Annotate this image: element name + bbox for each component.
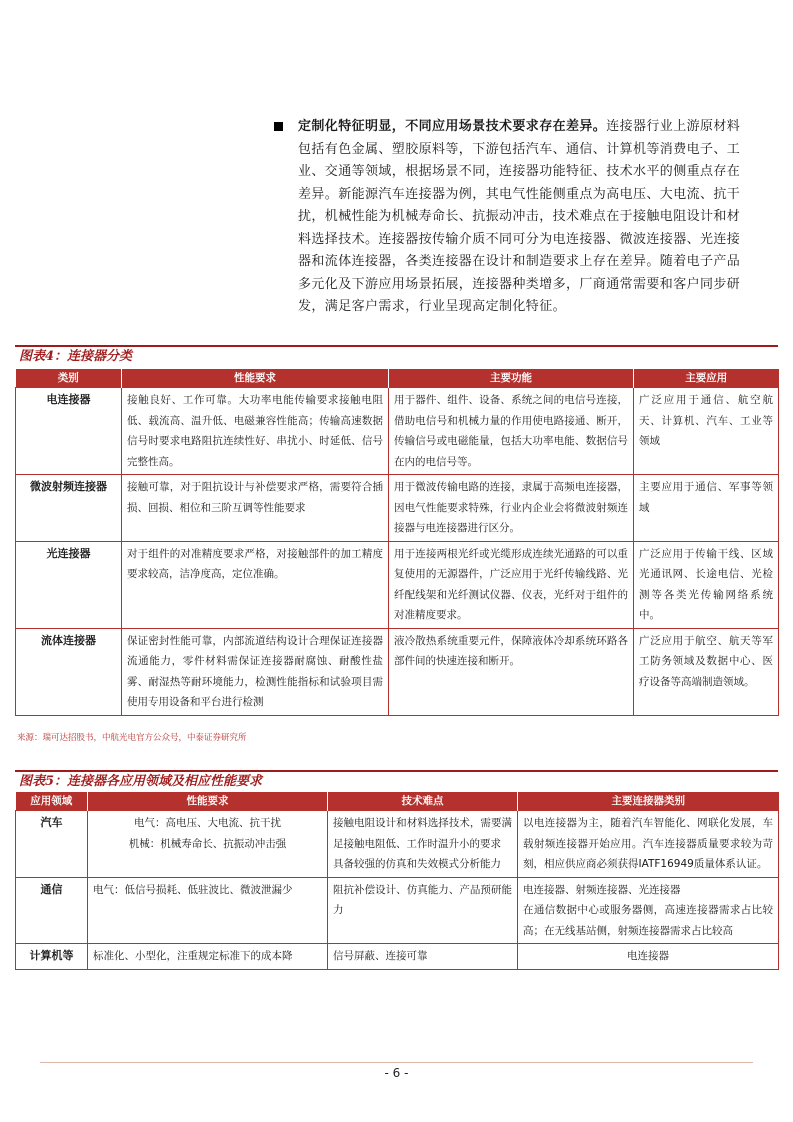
header-performance: 性能要求 <box>122 369 389 388</box>
function-cell: 用于器件、组件、设备、系统之间的电信号连接，借助电信号和机械力量的作用使电路接通、断开，传输信号或电磁能量，包括大功率电能、数据信号在内的电信号等。 <box>389 388 634 475</box>
performance-cell: 保证密封性能可靠，内部流道结构设计合理保证连接器流通能力，零件材料需保证连接器耐腐蚀、耐酸性盐雾、耐湿热等耐环境能力，检测性能指标和试验项目需使用专用设备和平台进行检测 <box>122 628 389 715</box>
application-cell: 广泛应用于传输干线、区域光通讯网、长途电信、光检测等各类光传输网络系统中。 <box>634 541 779 628</box>
page-number: - 6 - <box>384 1066 409 1080</box>
performance-line: 电气：高电压、大电流、抗干扰 <box>134 817 281 829</box>
figure4-table <box>15 369 779 716</box>
table-row <box>16 388 779 475</box>
performance-line: 电气：低信号损耗、低驻波比、微波泄漏少 <box>93 883 293 896</box>
table-row <box>16 811 779 878</box>
category-cell: 微波射频连接器 <box>16 475 122 542</box>
header-function: 主要功能 <box>389 369 634 388</box>
performance-cell <box>88 811 328 878</box>
intro-body: 连接器行业上游原材料包括有色金属、塑胶原料等，下游包括汽车、通信、计算机等消费电子、工业、交通等领域，根据场景不同，连接器功能特征、技术水平的侧重点存在差异。新能源汽车连接器为例，其电气性能侧重点为高电压、大电流、抗干扰，机械性能为机械寿命长、抗振动冲击，技术难点在于接触电阻设计和材料选择技术。连接器按传输介质不同可分为电连接器、微波连接器、光连接器和流体连接器，各类连接器在设计和制造要求上存在差异。随着电子产品多元化及下游应用场景拓展，连接器种类增多，厂商通常需要和客户同步研发，满足客户需求，行业呈现高定制化特征。 <box>298 119 741 314</box>
header-field: 应用领域 <box>16 792 88 811</box>
figure5-table <box>15 792 779 970</box>
table-row <box>16 628 779 715</box>
application-cell: 广泛应用于航空、航天等军工防务领域及数据中心、医疗设备等高端制造领域。 <box>634 628 779 715</box>
table-row <box>16 877 779 944</box>
application-cell: 广泛应用于通信、航空航天、计算机、汽车、工业等领域 <box>634 388 779 475</box>
connector-category-cell <box>518 811 779 878</box>
table-row <box>16 475 779 542</box>
connector-category-cell <box>518 877 779 944</box>
performance-line: 标准化、小型化，注重规定标准下的成本降 <box>93 950 293 962</box>
function-cell: 用于连接两根光纤或光缆形成连续光通路的可以重复使用的无源器件，广泛应用于光纤传输线路、光纤配线架和光纤测试仪器、仪表，光纤对于组件的对准精度要求。 <box>389 541 634 628</box>
table-header-row <box>16 369 779 388</box>
field-cell: 通信 <box>16 877 88 944</box>
category-line: 电连接器 <box>627 950 669 962</box>
figure4-source: 来源：瑞可达招股书，中航光电官方公众号，中泰证券研究所 <box>17 733 247 743</box>
difficulty-line: 接触电阻设计和材料选择技术，需要满足接触电阻低、工作时温升小的要求 <box>333 817 512 850</box>
difficulty-line: 信号屏蔽、连接可靠 <box>333 950 428 962</box>
difficulty-line: 阻抗补偿设计、仿真能力、产品预研能力 <box>333 883 512 916</box>
header-connector-category: 主要连接器类别 <box>518 792 779 811</box>
intro-text <box>298 116 748 319</box>
category-line: 电连接器、射频连接器、光连接器 <box>523 883 681 896</box>
category-cell: 光连接器 <box>16 541 122 628</box>
table-header-row <box>16 792 779 811</box>
square-bullet-icon <box>274 122 283 131</box>
header-category: 类别 <box>16 369 122 388</box>
figure4-title: 图表4：连接器分类 <box>15 345 778 365</box>
performance-cell <box>88 944 328 970</box>
application-cell: 主要应用于通信、军事等领域 <box>634 475 779 542</box>
performance-cell: 接触良好、工作可靠。大功率电能传输要求接触电阻低、载流高、温升低、电磁兼容性能高；传输高速数据信号时要求电路阻抗连续性好、串扰小、时延低、信号完整性高。 <box>122 388 389 475</box>
header-difficulty: 技术难点 <box>328 792 518 811</box>
header-performance: 性能要求 <box>88 792 328 811</box>
difficulty-cell <box>328 944 518 970</box>
table-row <box>16 944 779 970</box>
field-cell: 汽车 <box>16 811 88 878</box>
connector-category-cell <box>518 944 779 970</box>
difficulty-cell <box>328 877 518 944</box>
category-line: 在通信数据中心或服务器侧，高速连接器需求占比较高；在无线基站侧，射频连接器需求占比较高 <box>523 904 773 937</box>
category-cell: 流体连接器 <box>16 628 122 715</box>
difficulty-cell <box>328 811 518 878</box>
header-application: 主要应用 <box>634 369 779 388</box>
table-row <box>16 541 779 628</box>
category-line: 以电连接器为主，随着汽车智能化、网联化发展，车载射频连接器开始应用。汽车连接器质量要求较为苛刻，相应供应商必须获得IATF16949质量体系认证。 <box>523 817 773 870</box>
footer-divider <box>40 1062 753 1063</box>
intro-paragraph <box>274 116 748 319</box>
function-cell: 液冷散热系统重要元件，保障液体冷却系统环路各部件间的快速连接和断开。 <box>389 628 634 715</box>
performance-cell <box>88 877 328 944</box>
difficulty-line: 具备较强的仿真和失效模式分析能力 <box>333 858 501 870</box>
intro-lead: 定制化特征明显，不同应用场景技术要求存在差异。 <box>298 119 607 134</box>
performance-cell: 接触可靠，对于阻抗设计与补偿要求严格，需要符合插损、回损、相位和三阶互调等性能要求 <box>122 475 389 542</box>
function-cell: 用于微波传输电路的连接，隶属于高频电连接器，因电气性能要求特殊，行业内企业会将微波射频连接器与电连接器进行区分。 <box>389 475 634 542</box>
figure5-title: 图表5：连接器各应用领域及相应性能要求 <box>15 770 778 790</box>
category-cell: 电连接器 <box>16 388 122 475</box>
field-cell: 计算机等 <box>16 944 88 970</box>
performance-line: 机械：机械寿命长、抗振动冲击强 <box>128 837 287 850</box>
performance-cell: 对于组件的对准精度要求严格，对接触部件的加工精度要求较高，洁净度高，定位准确。 <box>122 541 389 628</box>
